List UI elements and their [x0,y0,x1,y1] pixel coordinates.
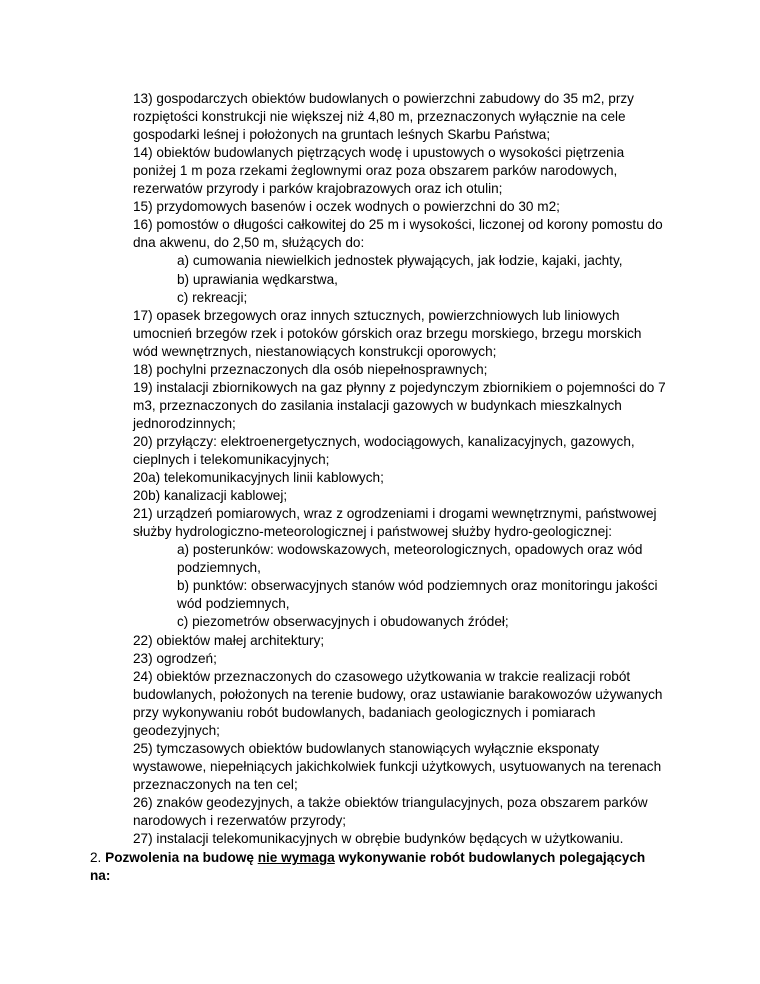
list-item-line: 25) tymczasowych obiektów budowlanych stanowiących wyłącznie eksponaty [133,740,600,756]
list-item-line: 22) obiektów małej architektury; [133,632,325,648]
list-item-line: rezerwatów przyrody i parków krajobrazowych oraz ich otulin; [133,181,503,197]
sub-list-item-line: a) cumowania niewielkich jednostek pływających, jak łodzie, kajaki, jachty, [177,253,623,269]
list-item-line: budowlanych, położonych na terenie budowy, oraz ustawianie barakowozów używanych [133,686,663,702]
list-item-line: 24) obiektów przeznaczonych do czasowego użytkowania w trakcie realizacji robót [133,668,631,684]
list-item-line: cieplnych i telekomunikacyjnych; [133,452,330,467]
sub-list-item-line: b) punktów: obserwacyjnych stanów wód podziemnych oraz monitoringu jakości [177,578,658,594]
section-number: 2. [90,850,102,865]
section-text-underlined: nie wymaga [257,850,335,865]
list-item-line: geodezyjnych; [133,722,220,738]
list-item-line: jednorodzinnych; [133,415,236,431]
list-item-line: m3, przeznaczonych do zasilania instalacji gazowych w budynkach mieszkalnych [133,397,622,413]
list-item-line: rozpiętości konstrukcji nie większej niż 4,80 m, przeznaczonych wyłącznie na cele [133,109,626,125]
section-2-heading-line2: na: [90,868,111,883]
list-item-line: umocnień brzegów rzek i potoków górskich oraz brzegu morskiego, brzegu morskich [133,325,642,341]
sub-list-item-line: a) posterunków: wodowskazowych, meteorologicznych, opadowych oraz wód [177,542,643,558]
sub-list-item-line: c) rekreacji; [177,289,248,305]
list-item-line: przy wykonywaniu robót budowlanych, badaniach geologicznych i pomiarach [133,704,596,720]
list-item-line: 13) gospodarczych obiektów budowlanych o powierzchni zabudowy do 35 m2, przy [133,91,634,106]
list-item-line: 19) instalacji zbiornikowych na gaz płynny z pojedynczym zbiornikiem o pojemności do 7 [133,379,666,395]
list-item-line: przeznaczonych na ten cel; [133,776,298,792]
list-item-line: 15) przydomowych basenów i oczek wodnych o powierzchni do 30 m2; [133,199,560,215]
list-item-line: 26) znaków geodezyjnych, a także obiektów triangulacyjnych, poza obszarem parków [133,794,648,810]
sub-list-item-line: podziemnych, [177,560,261,576]
list-item-line: poniżej 1 m poza rzekami żeglownymi oraz poza obszarem parków narodowych, [133,163,618,179]
list-item-line: służby hydrologiczno-meteorologicznej i państwowej służby hydro-geologicznej: [133,524,613,540]
section-text-part2: wykonywanie robót budowlanych polegających [338,850,646,865]
section-2-heading [90,849,645,867]
list-item-line: 20) przyłączy: elektroenergetycznych, wodociągowych, kanalizacyjnych, gazowych, [133,433,635,449]
list-item-line: 27) instalacji telekomunikacyjnych w obrębie budynków będących w użytkowaniu. [133,831,624,847]
list-item-line: 21) urządzeń pomiarowych, wraz z ogrodzeniami i drogami wewnętrznymi, państwowej [133,506,657,522]
sub-list-item-line: c) piezometrów obserwacyjnych i obudowanych źródeł; [177,614,509,630]
list-item-line: 17) opasek brzegowych oraz innych sztucznych, powierzchniowych lub liniowych [133,307,620,323]
list-item-line: 14) obiektów budowlanych piętrzących wodę i upustowych o wysokości piętrzenia [133,145,625,161]
list-item-line: dna akwenu, do 2,50 m, służących do: [133,235,365,251]
sub-list-item-line: b) uprawiania wędkarstwa, [177,271,338,287]
list-item-line: gospodarki leśnej i położonych na gruntach leśnych Skarbu Państwa; [133,127,551,143]
list-item-line: wód wewnętrznych, niestanowiących konstrukcji oporowych; [133,343,497,359]
list-item-line: 20a) telekomunikacyjnych linii kablowych; [133,470,384,486]
list-item-line: 16) pomostów o długości całkowitej do 25 m i wysokości, liczonej od korony pomostu do [133,217,663,233]
list-item-line: 23) ogrodzeń; [133,650,217,666]
list-item-line: 18) pochylni przeznaczonych dla osób niepełnosprawnych; [133,361,488,377]
list-item-line: 20b) kanalizacji kablowej; [133,488,288,504]
list-item-line: narodowych i rezerwatów przyrody; [133,813,347,828]
list-item-line: wystawowe, niepełniących jakichkolwiek funkcji użytkowych, usytuowanych na terenach [133,758,662,774]
sub-list-item-line: wód podziemnych, [177,596,290,612]
section-text-part1: Pozwolenia na budowę [105,850,254,865]
